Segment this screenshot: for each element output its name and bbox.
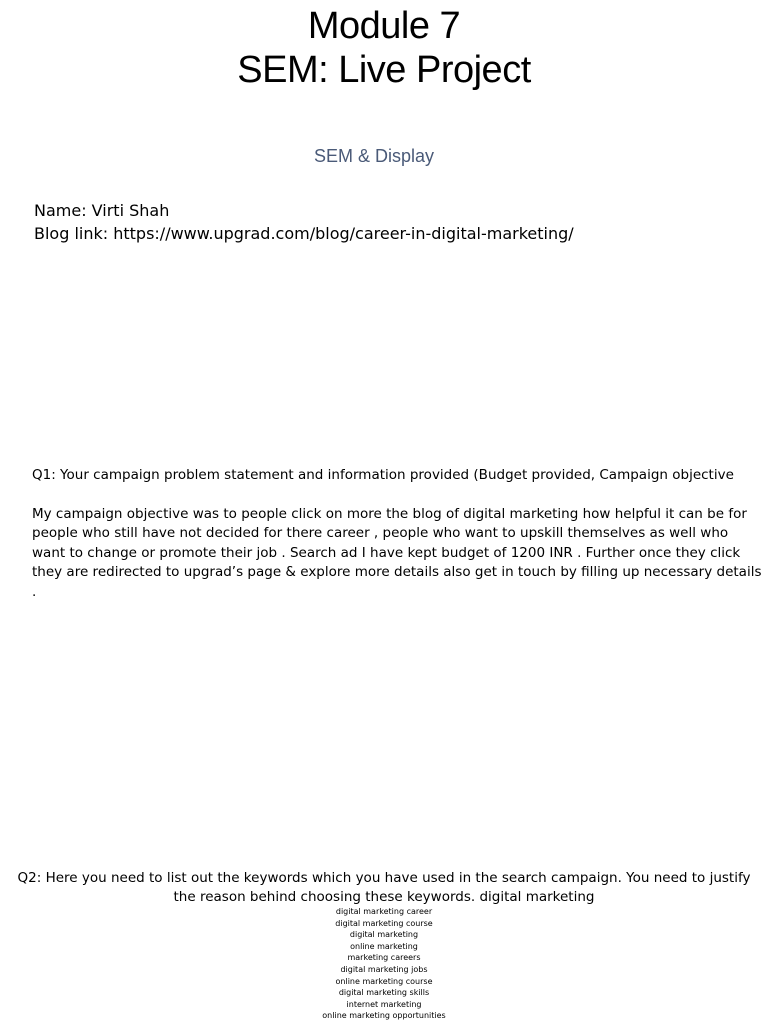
question-1-text: Q1: Your campaign problem statement and information provided (Budget provided, Campaign objective: [32, 467, 734, 483]
answer-line: they are redirected to upgrad’s page & explore more details also get in touch by filling up necessary details: [32, 564, 762, 580]
question-1-section: [32, 466, 762, 602]
blog-link[interactable]: Blog link: https://www.upgrad.com/blog/career-in-digital-marketing/: [34, 224, 574, 243]
student-info: [34, 199, 574, 245]
keyword-item: online marketing opportunities: [322, 1011, 446, 1021]
title-line-project: SEM: Live Project: [237, 49, 531, 91]
question-2-line: Q2: Here you need to list out the keywords which you have used in the search campaign. You need to justify: [17, 870, 751, 886]
keyword-item: internet marketing: [346, 999, 422, 1009]
keyword-item: marketing careers: [347, 953, 421, 963]
answer-line: people who still have not decided for there career , people who want to upskill themselves as well who: [32, 525, 729, 541]
keyword-item: online marketing: [350, 941, 418, 951]
page-title: [0, 4, 768, 92]
keyword-item: digital marketing course: [335, 918, 433, 928]
keyword-item: online marketing course: [335, 976, 433, 986]
question-2-section: [0, 869, 768, 907]
keyword-list: [0, 906, 768, 1022]
student-name: Name: Virti Shah: [34, 201, 170, 220]
keyword-item: digital marketing: [349, 930, 419, 940]
question-2-line: the reason behind choosing these keywords. digital marketing: [173, 889, 595, 905]
question-1-answer: [32, 505, 762, 603]
keyword-item: digital marketing jobs: [340, 964, 428, 974]
page-subtitle: SEM & Display: [313, 146, 435, 166]
answer-line: want to change or promote their job . Search ad I have kept budget of 1200 INR . Further once they click: [32, 544, 741, 561]
keyword-item: digital marketing skills: [338, 988, 430, 998]
answer-line: .: [32, 583, 37, 600]
title-line-module: Module 7: [307, 5, 461, 47]
keyword-item: digital marketing career: [335, 907, 433, 916]
answer-line: My campaign objective was to people click on more the blog of digital marketing how helpful it can be for: [32, 505, 747, 522]
